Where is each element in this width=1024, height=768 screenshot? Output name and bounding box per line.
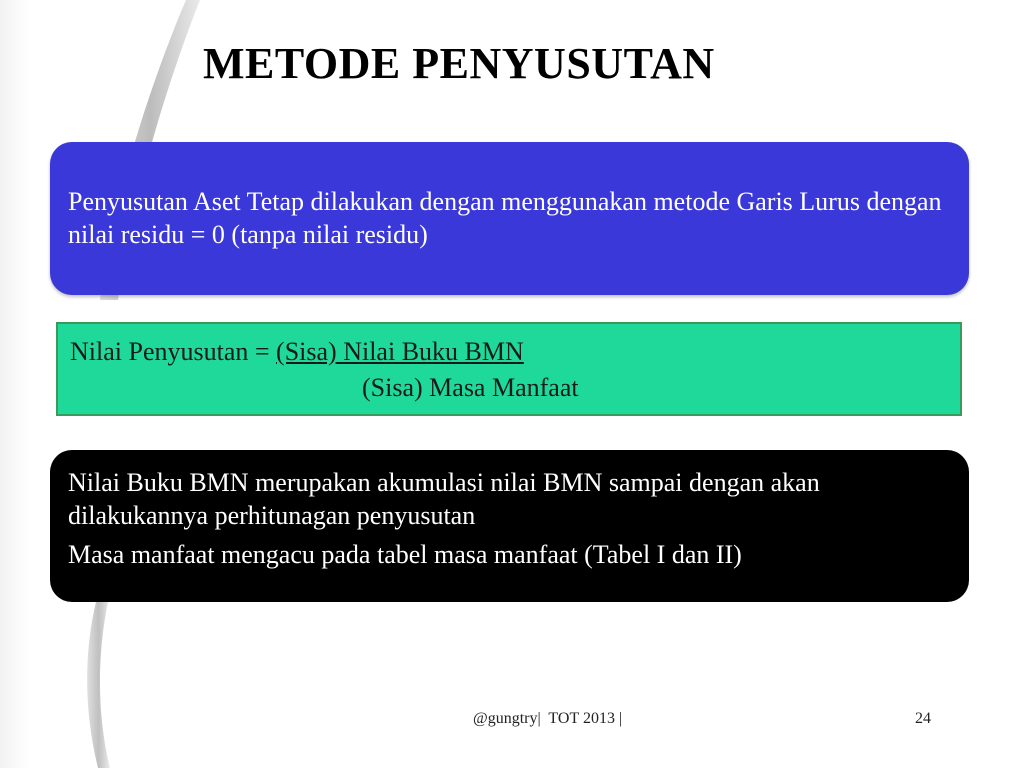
footer-text: @gungtry| TOT 2013 | <box>473 710 623 727</box>
formula-box <box>56 322 962 416</box>
formula-lhs: Nilai Penyusutan = <box>70 337 277 366</box>
note-book-value: Nilai Buku BMN merupakan akumulasi nilai BMN sampai dengan akan dilakukannya perhitunagan penyusutan <box>68 468 820 530</box>
page-number: 24 <box>915 710 931 727</box>
notes-box <box>50 450 969 602</box>
method-description-box <box>50 142 969 295</box>
note-useful-life: Masa manfaat mengacu pada tabel masa manfaat (Tabel I dan II) <box>68 540 742 569</box>
formula-denominator: (Sisa) Masa Manfaat <box>362 373 579 402</box>
method-description-text: Penyusutan Aset Tetap dilakukan dengan menggunakan metode Garis Lurus dengan nilai residu = 0 (tanpa nilai residu) <box>68 187 942 249</box>
formula-numerator: (Sisa) Nilai Buku BMN <box>276 337 524 366</box>
formula-numerator-line <box>70 334 948 370</box>
slide-title: METODE PENYUSUTAN <box>203 39 715 88</box>
